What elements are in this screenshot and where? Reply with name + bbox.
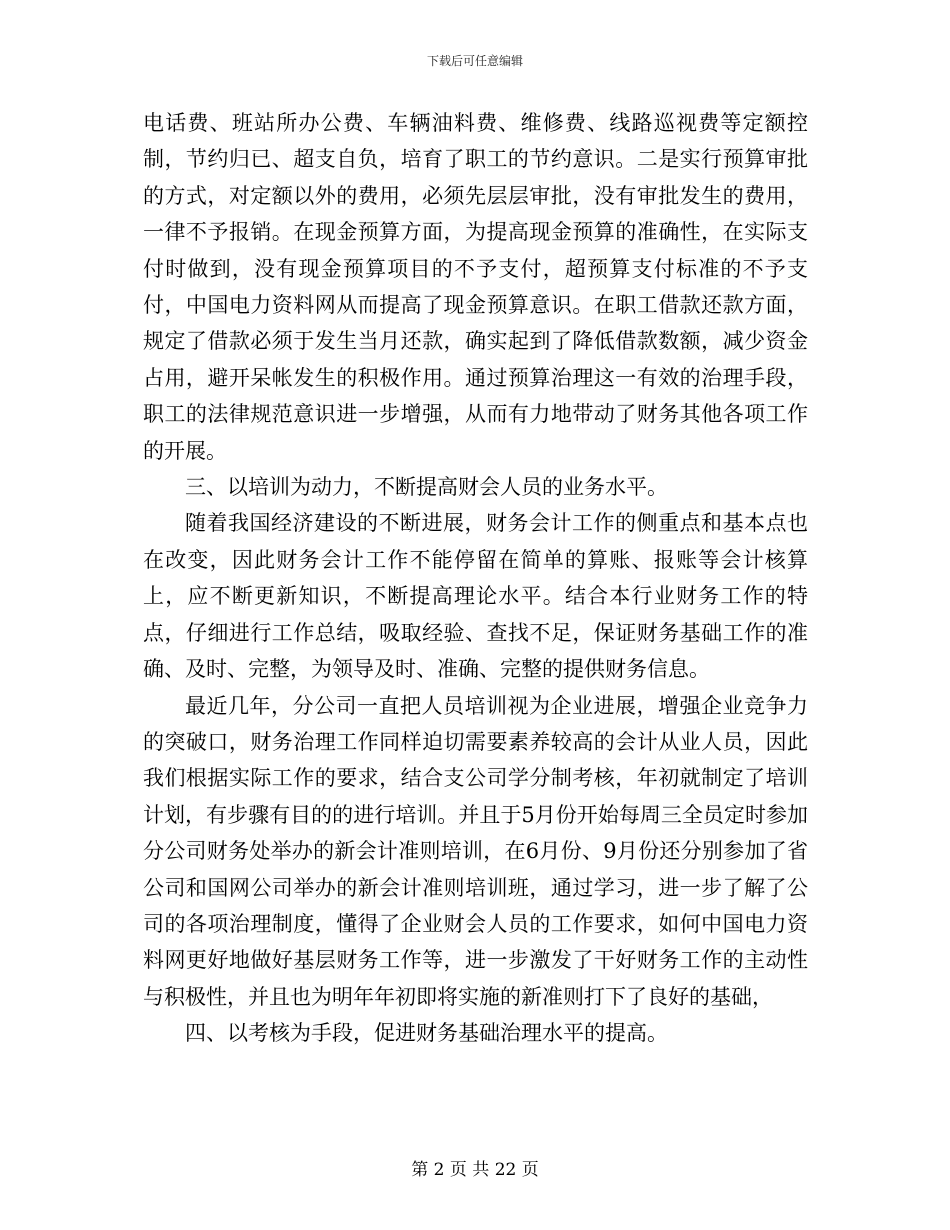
section-heading: 三、以培训为动力，不断提高财会人员的业务水平。 <box>185 475 668 500</box>
paragraph: 电话费、班站所办公费、车辆油料费、维修费、线路巡视费等定额控制，节约归已、超支自负，培育了职工的节约意识。二是实行预算审批的方式，对定额以外的费用，必须先层层审批，没有审批发生的费用，一律不予报销。在现金预算方面，为提高现金预算的准确性，在实际支付时做到，没有现金预算项目的不予支付，超预算支付标准的不予支付，中国电力资料网从而提高了现金预算意识。在职工借款还款方面，规定了借款必须于发生当月还款，确实起到了降低借款数额，减少资金占用，避开呆帐发生的积极作用。通过预算治理这一有效的治理手段，职工的法律规范意识进一步增强，从而有力地带动了财务其他各项工作的开展。 <box>143 111 808 463</box>
document-body <box>143 105 808 1052</box>
page-header: 下载后可任意编辑 <box>426 54 523 68</box>
page-number-footer: 第 2 页 共 22 页 <box>411 1160 539 1180</box>
paragraph: 最近几年，分公司一直把人员培训视为企业进展，增强企业竞争力的突破口，财务治理工作同样迫切需要素养较高的会计从业人员，因此我们根据实际工作的要求，结合支公司学分制考核，年初就制定了培训计划，有步骤有目的的进行培训。并且于5月份开始每周三全员定时参加分公司财务处举办的新会计准则培训，在6月份、9月份还分别参加了省公司和国网公司举办的新会计准则培训班，通过学习，进一步了解了公司的各项治理制度，懂得了企业财会人员的工作要求，如何中国电力资料网更好地做好基层财务工作等，进一步激发了干好财务工作的主动性与积极性，并且也为明年年初即将实施的新准则打下了良好的基础， <box>143 693 808 1009</box>
paragraph: 随着我国经济建设的不断进展，财务会计工作的侧重点和基本点也在改变，因此财务会计工作不能停留在简单的算账、报账等会计核算上，应不断更新知识，不断提高理论水平。结合本行业财务工作的特点，仔细进行工作总结，吸取经验、查找不足，保证财务基础工作的准确、及时、完整，为领导及时、准确、完整的提供财务信息。 <box>143 511 808 682</box>
section-heading: 四、以考核为手段，促进财务基础治理水平的提高。 <box>185 1021 668 1046</box>
